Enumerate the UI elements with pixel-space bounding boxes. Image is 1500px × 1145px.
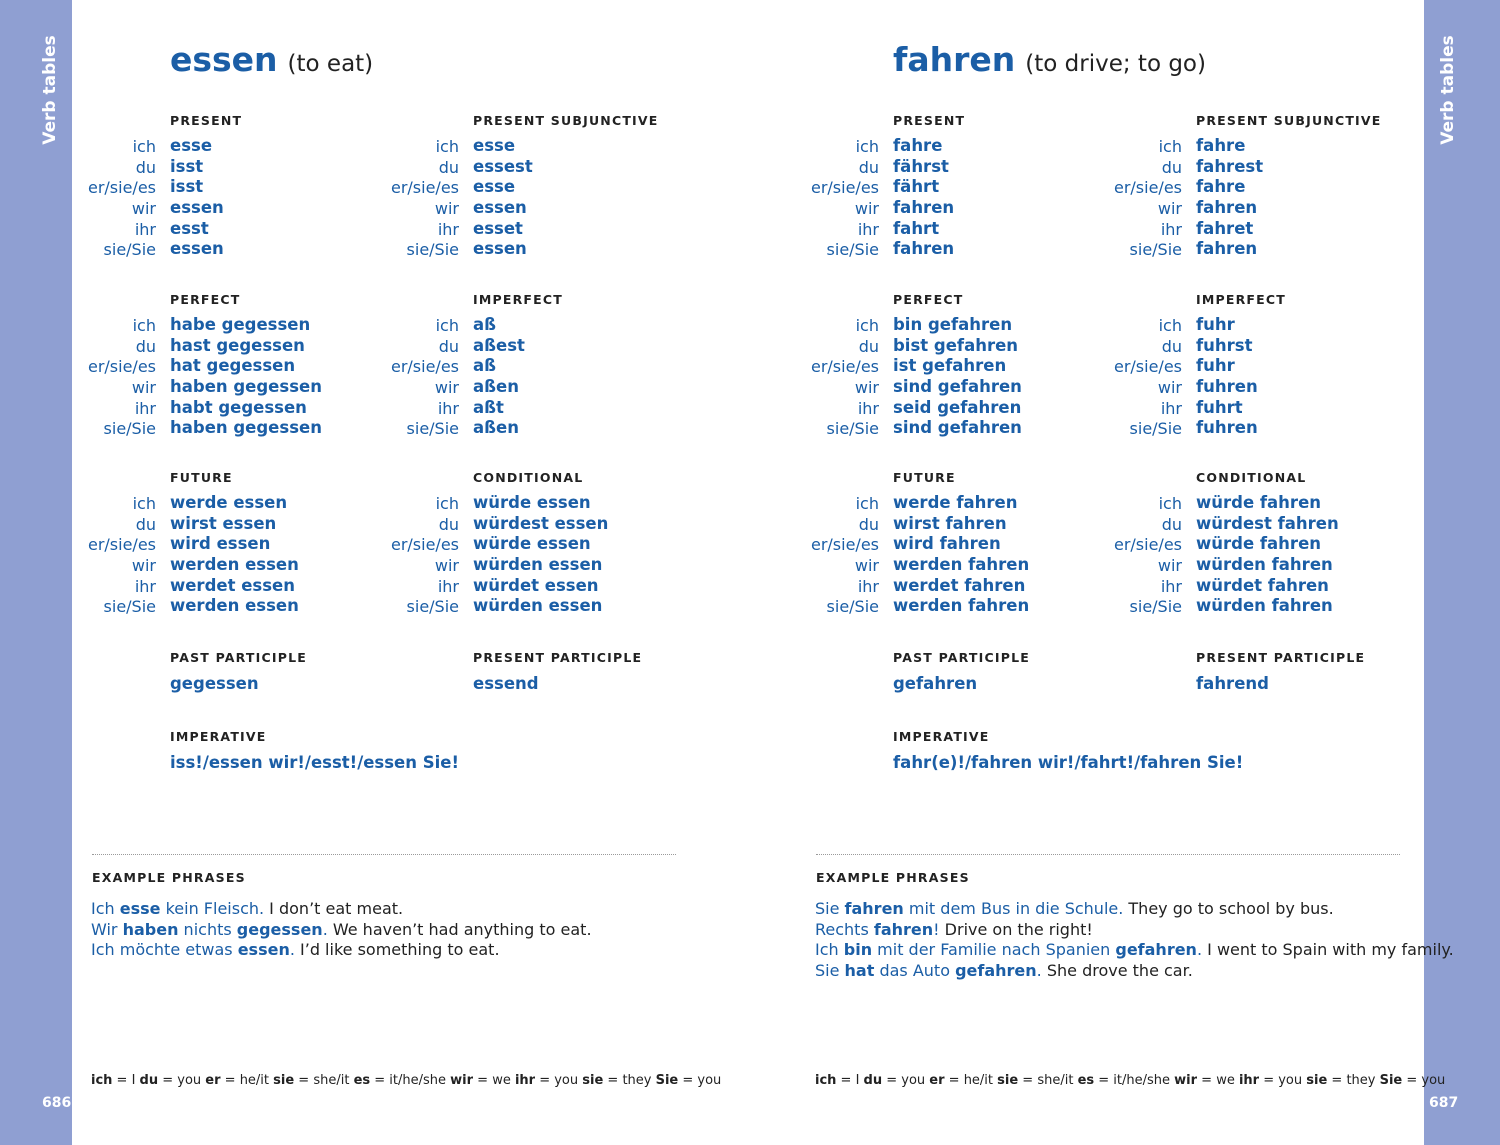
- pronoun-label: wir: [131, 556, 156, 575]
- legend-pronoun: sie: [273, 1073, 295, 1088]
- verb-form: würde fahren: [1196, 493, 1322, 512]
- verb-form: würden essen: [473, 596, 603, 615]
- verb-form: essen: [170, 198, 224, 217]
- section-heading-perfect: PERFECT: [893, 292, 964, 307]
- pronoun-legend: [815, 1073, 1445, 1088]
- pronoun-label: ihr: [857, 399, 879, 418]
- section-heading-future: FUTURE: [170, 470, 233, 485]
- legend-pronoun: er: [205, 1073, 221, 1088]
- verb-form: sind gefahren: [893, 377, 1022, 396]
- section-heading-conditional: CONDITIONAL: [473, 470, 584, 485]
- verb-form: fuhrt: [1196, 398, 1243, 417]
- example-verb: hat: [844, 961, 875, 981]
- verb-form: essen: [170, 239, 224, 258]
- legend-meaning: = she/it: [1018, 1073, 1078, 1088]
- verb-form: isst: [170, 177, 204, 196]
- verb-title: [893, 40, 1206, 79]
- legend-pronoun: ich: [815, 1073, 837, 1088]
- pronoun-label: ihr: [1160, 220, 1182, 239]
- verb-form: werden essen: [170, 596, 299, 615]
- pronoun-label: ihr: [1160, 399, 1182, 418]
- pronoun-label: sie/Sie: [103, 240, 156, 259]
- verb-form: aßest: [473, 336, 525, 355]
- legend-pronoun: sie: [1306, 1073, 1328, 1088]
- pronoun-label: du: [438, 337, 459, 356]
- pronoun-label: er/sie/es: [1113, 535, 1182, 554]
- legend-meaning: = we: [1197, 1073, 1239, 1088]
- verb-form: wird fahren: [893, 534, 1001, 553]
- legend-pronoun: wir: [450, 1073, 474, 1088]
- example-verb: fahren: [873, 919, 934, 939]
- pronoun-label: wir: [1157, 378, 1182, 397]
- section-heading-present-subjunctive: PRESENT SUBJUNCTIVE: [473, 113, 659, 128]
- legend-meaning: = you: [678, 1073, 722, 1088]
- example-text: .: [1196, 940, 1203, 960]
- verb-form: bist gefahren: [893, 336, 1019, 355]
- example-phrases-heading: EXAMPLE PHRASES: [92, 870, 246, 885]
- example-text: Ich: [91, 899, 120, 918]
- verb-form: isst: [170, 157, 204, 176]
- legend-pronoun: er: [929, 1073, 945, 1088]
- pronoun-label: er/sie/es: [810, 357, 879, 376]
- example-text: kein Fleisch.: [160, 899, 265, 918]
- pronoun-label: sie/Sie: [406, 419, 459, 438]
- pronoun-label: du: [438, 515, 459, 534]
- verb-form: fahrt: [893, 219, 940, 238]
- pronoun-label: ich: [855, 494, 879, 513]
- pronoun-label: ich: [855, 137, 879, 156]
- verb-form: würden essen: [473, 555, 603, 574]
- legend-pronoun: ich: [91, 1073, 113, 1088]
- legend-meaning: = it/he/she: [370, 1073, 451, 1088]
- legend-meaning: = it/he/she: [1094, 1073, 1175, 1088]
- pronoun-label: wir: [434, 556, 459, 575]
- pronoun-label: ihr: [134, 220, 156, 239]
- verb-form: wird essen: [170, 534, 271, 553]
- verb-form: wirst fahren: [893, 514, 1007, 533]
- legend-pronoun: du: [139, 1073, 159, 1088]
- example-phrase: [91, 920, 592, 939]
- example-phrase: [815, 961, 1193, 980]
- example-phrase: [815, 899, 1334, 918]
- verb-form: hast gegessen: [170, 336, 305, 355]
- verb-form: würdest fahren: [1196, 514, 1339, 533]
- legend-meaning: = you: [1259, 1073, 1307, 1088]
- verb-form: würdest essen: [473, 514, 609, 533]
- pronoun-label: wir: [131, 199, 156, 218]
- verb-form: würden fahren: [1196, 555, 1333, 574]
- verb-form: fahren: [893, 198, 955, 217]
- section-heading-future: FUTURE: [893, 470, 956, 485]
- legend-pronoun: es: [353, 1073, 371, 1088]
- pronoun-label: ich: [435, 137, 459, 156]
- pronoun-label: du: [1161, 158, 1182, 177]
- legend-meaning: = we: [473, 1073, 515, 1088]
- example-translation: We haven’t had anything to eat.: [327, 919, 592, 939]
- pronoun-label: ihr: [857, 220, 879, 239]
- pronoun-label: wir: [434, 199, 459, 218]
- verb-translation: (to drive; to go): [1025, 51, 1206, 77]
- pronoun-label: sie/Sie: [406, 240, 459, 259]
- example-text: mit der Familie nach Spanien: [872, 940, 1116, 960]
- example-phrase: [815, 940, 1454, 959]
- pronoun-legend: [91, 1073, 721, 1088]
- legend-meaning: = you: [882, 1073, 930, 1088]
- verb-form: fuhr: [1196, 356, 1235, 375]
- pronoun-label: er/sie/es: [87, 357, 156, 376]
- legend-meaning: = you: [158, 1073, 206, 1088]
- pronoun-label: er/sie/es: [810, 535, 879, 554]
- legend-meaning: = you: [535, 1073, 583, 1088]
- pronoun-label: wir: [854, 556, 879, 575]
- section-heading-present: PRESENT: [170, 113, 243, 128]
- example-text: Sie: [815, 961, 845, 981]
- verb-form: essest: [473, 157, 533, 176]
- legend-pronoun: Sie: [655, 1073, 679, 1088]
- verb-form: fahre: [1196, 136, 1246, 155]
- example-translation: I’d like something to eat.: [294, 940, 500, 960]
- example-text: .: [289, 940, 295, 960]
- section-heading-imperative: IMPERATIVE: [170, 729, 267, 744]
- divider: [816, 854, 1400, 855]
- pronoun-label: ihr: [437, 399, 459, 418]
- verb-form: esse: [473, 177, 516, 196]
- present-participle-value: essend: [473, 674, 539, 693]
- pronoun-label: ich: [435, 494, 459, 513]
- pronoun-label: sie/Sie: [826, 419, 879, 438]
- verb-form: fuhren: [1196, 418, 1258, 437]
- example-text: Ich: [815, 940, 844, 960]
- example-verb: gefahren: [955, 961, 1037, 981]
- verb-form: haben gegessen: [170, 377, 322, 396]
- verb-form: werden fahren: [893, 596, 1030, 615]
- pronoun-label: wir: [1157, 556, 1182, 575]
- verb-translation: (to eat): [287, 51, 374, 77]
- imperative-value: iss!/essen wir!/esst!/essen Sie!: [170, 753, 459, 772]
- pronoun-label: er/sie/es: [390, 178, 459, 197]
- present-participle-value: fahrend: [1196, 674, 1269, 693]
- page-number-right: 687: [1429, 1095, 1459, 1111]
- legend-meaning: = they: [1327, 1073, 1380, 1088]
- verb-form: essen: [473, 239, 527, 258]
- example-translation: I went to Spain with my family.: [1202, 940, 1454, 960]
- legend-pronoun: Sie: [1379, 1073, 1403, 1088]
- legend-pronoun: ihr: [1238, 1073, 1260, 1088]
- verb-infinitive: essen: [170, 40, 278, 79]
- example-verb: esse: [119, 899, 161, 918]
- pronoun-label: sie/Sie: [103, 597, 156, 616]
- side-strip-right: [1424, 0, 1500, 1145]
- pronoun-label: sie/Sie: [406, 597, 459, 616]
- legend-pronoun: es: [1077, 1073, 1095, 1088]
- pronoun-label: du: [858, 515, 879, 534]
- verb-form: aßen: [473, 418, 519, 437]
- pronoun-label: er/sie/es: [390, 357, 459, 376]
- pronoun-label: sie/Sie: [826, 597, 879, 616]
- verb-form: habt gegessen: [170, 398, 307, 417]
- verb-form: werden fahren: [893, 555, 1030, 574]
- verb-form: fahren: [893, 239, 955, 258]
- verb-form: fahre: [1196, 177, 1246, 196]
- page-number-left: 686: [42, 1095, 72, 1111]
- verb-form: fährt: [893, 177, 940, 196]
- verb-form: fahre: [893, 136, 943, 155]
- example-verb: gefahren: [1115, 940, 1197, 960]
- section-heading-present-participle: PRESENT PARTICIPLE: [1196, 650, 1366, 665]
- section-heading-imperfect: IMPERFECT: [1196, 292, 1286, 307]
- verb-form: hat gegessen: [170, 356, 296, 375]
- verb-form: aßt: [473, 398, 504, 417]
- example-verb: haben: [122, 919, 179, 939]
- verb-form: würden fahren: [1196, 596, 1333, 615]
- example-verb: bin: [843, 940, 873, 960]
- example-text: Rechts: [815, 919, 874, 939]
- pronoun-label: ich: [855, 316, 879, 335]
- example-translation: She drove the car.: [1041, 961, 1193, 981]
- verb-form: fahret: [1196, 219, 1254, 238]
- legend-meaning: = they: [603, 1073, 656, 1088]
- verb-form: essen: [473, 198, 527, 217]
- pronoun-label: du: [135, 337, 156, 356]
- pronoun-label: du: [135, 158, 156, 177]
- verb-form: fährst: [893, 157, 949, 176]
- verb-form: würde fahren: [1196, 534, 1322, 553]
- verb-form: esse: [170, 136, 213, 155]
- verb-form: esset: [473, 219, 523, 238]
- pronoun-label: er/sie/es: [87, 535, 156, 554]
- example-verb: fahren: [844, 899, 904, 918]
- side-label-verb-tables: Verb tables: [40, 35, 60, 145]
- pronoun-label: ihr: [437, 220, 459, 239]
- example-phrases-heading: EXAMPLE PHRASES: [816, 870, 970, 885]
- verb-form: sind gefahren: [893, 418, 1022, 437]
- pronoun-label: ich: [1158, 316, 1182, 335]
- pronoun-label: er/sie/es: [810, 178, 879, 197]
- legend-pronoun: wir: [1174, 1073, 1198, 1088]
- verb-infinitive: fahren: [893, 40, 1016, 79]
- pronoun-label: ich: [132, 137, 156, 156]
- verb-form: werdet fahren: [893, 576, 1026, 595]
- past-participle-value: gegessen: [170, 674, 259, 693]
- legend-pronoun: du: [863, 1073, 883, 1088]
- example-text: !: [933, 919, 940, 939]
- pronoun-label: ihr: [1160, 577, 1182, 596]
- pronoun-label: ich: [1158, 137, 1182, 156]
- pronoun-label: sie/Sie: [1129, 597, 1182, 616]
- pronoun-label: ihr: [437, 577, 459, 596]
- example-text: .: [1036, 961, 1042, 981]
- example-text: Wir: [91, 919, 123, 939]
- verb-form: fahren: [1196, 239, 1258, 258]
- section-heading-past-participle: PAST PARTICIPLE: [170, 650, 307, 665]
- pronoun-label: ich: [132, 316, 156, 335]
- past-participle-value: gefahren: [893, 674, 978, 693]
- pronoun-label: er/sie/es: [1113, 357, 1182, 376]
- pronoun-label: ich: [132, 494, 156, 513]
- pronoun-label: ihr: [134, 577, 156, 596]
- verb-form: würde essen: [473, 493, 591, 512]
- verb-title: [170, 40, 373, 79]
- example-text: mit dem Bus in die Schule.: [903, 899, 1124, 918]
- section-heading-present: PRESENT: [893, 113, 966, 128]
- verb-form: aßen: [473, 377, 519, 396]
- example-text: das Auto: [874, 961, 956, 981]
- imperative-value: fahr(e)!/fahren wir!/fahrt!/fahren Sie!: [893, 753, 1244, 772]
- pronoun-label: wir: [131, 378, 156, 397]
- verb-form: fahren: [1196, 198, 1258, 217]
- legend-pronoun: sie: [582, 1073, 604, 1088]
- legend-meaning: = he/it: [220, 1073, 274, 1088]
- pronoun-label: er/sie/es: [1113, 178, 1182, 197]
- example-phrase: [815, 920, 1093, 939]
- verb-form: fuhren: [1196, 377, 1258, 396]
- pronoun-label: du: [135, 515, 156, 534]
- legend-meaning: = I: [836, 1073, 864, 1088]
- verb-form: würdet fahren: [1196, 576, 1329, 595]
- example-translation: I don’t eat meat.: [264, 899, 404, 918]
- pronoun-label: wir: [854, 378, 879, 397]
- verb-form: werdet essen: [170, 576, 295, 595]
- verb-form: werden essen: [170, 555, 299, 574]
- section-heading-conditional: CONDITIONAL: [1196, 470, 1307, 485]
- side-label-verb-tables: Verb tables: [1438, 35, 1458, 145]
- example-verb: essen: [237, 940, 290, 960]
- verb-form: würde essen: [473, 534, 591, 553]
- pronoun-label: wir: [854, 199, 879, 218]
- pronoun-label: sie/Sie: [826, 240, 879, 259]
- legend-meaning: = she/it: [294, 1073, 354, 1088]
- example-text: Ich möchte etwas: [91, 940, 238, 960]
- section-heading-perfect: PERFECT: [170, 292, 241, 307]
- verb-form: haben gegessen: [170, 418, 322, 437]
- pronoun-label: du: [1161, 515, 1182, 534]
- legend-meaning: = you: [1402, 1073, 1446, 1088]
- verb-form: fuhr: [1196, 315, 1235, 334]
- pronoun-label: du: [858, 337, 879, 356]
- verb-form: fuhrst: [1196, 336, 1253, 355]
- pronoun-label: sie/Sie: [1129, 240, 1182, 259]
- example-translation: Drive on the right!: [939, 919, 1093, 939]
- pronoun-label: ihr: [857, 577, 879, 596]
- pronoun-label: sie/Sie: [103, 419, 156, 438]
- pronoun-label: wir: [434, 378, 459, 397]
- verb-form: seid gefahren: [893, 398, 1022, 417]
- verb-form: esst: [170, 219, 209, 238]
- verb-form: aß: [473, 356, 497, 375]
- section-heading-imperfect: IMPERFECT: [473, 292, 563, 307]
- verb-form: aß: [473, 315, 497, 334]
- example-text: nichts: [178, 919, 237, 939]
- verb-form: wirst essen: [170, 514, 277, 533]
- divider: [92, 854, 676, 855]
- pronoun-label: du: [1161, 337, 1182, 356]
- example-phrase: [91, 940, 500, 959]
- verb-form: würdet essen: [473, 576, 599, 595]
- example-translation: They go to school by bus.: [1123, 899, 1334, 918]
- example-phrase: [91, 899, 403, 918]
- pronoun-label: er/sie/es: [390, 535, 459, 554]
- example-verb: gegessen: [236, 919, 323, 939]
- section-heading-present-subjunctive: PRESENT SUBJUNCTIVE: [1196, 113, 1382, 128]
- pronoun-label: du: [438, 158, 459, 177]
- pronoun-label: ich: [435, 316, 459, 335]
- section-heading-present-participle: PRESENT PARTICIPLE: [473, 650, 643, 665]
- example-text: Sie: [815, 899, 845, 918]
- pronoun-label: sie/Sie: [1129, 419, 1182, 438]
- verb-form: ist gefahren: [893, 356, 1007, 375]
- verb-form: esse: [473, 136, 516, 155]
- section-heading-past-participle: PAST PARTICIPLE: [893, 650, 1030, 665]
- verb-form: bin gefahren: [893, 315, 1013, 334]
- verb-form: fahrest: [1196, 157, 1264, 176]
- legend-pronoun: sie: [997, 1073, 1019, 1088]
- pronoun-label: er/sie/es: [87, 178, 156, 197]
- section-heading-imperative: IMPERATIVE: [893, 729, 990, 744]
- example-text: .: [322, 919, 328, 939]
- pronoun-label: du: [858, 158, 879, 177]
- verb-form: werde fahren: [893, 493, 1018, 512]
- legend-meaning: = I: [112, 1073, 140, 1088]
- verb-form: habe gegessen: [170, 315, 311, 334]
- legend-pronoun: ihr: [514, 1073, 536, 1088]
- verb-form: werde essen: [170, 493, 288, 512]
- pronoun-label: ihr: [134, 399, 156, 418]
- legend-meaning: = he/it: [944, 1073, 998, 1088]
- pronoun-label: wir: [1157, 199, 1182, 218]
- pronoun-label: ich: [1158, 494, 1182, 513]
